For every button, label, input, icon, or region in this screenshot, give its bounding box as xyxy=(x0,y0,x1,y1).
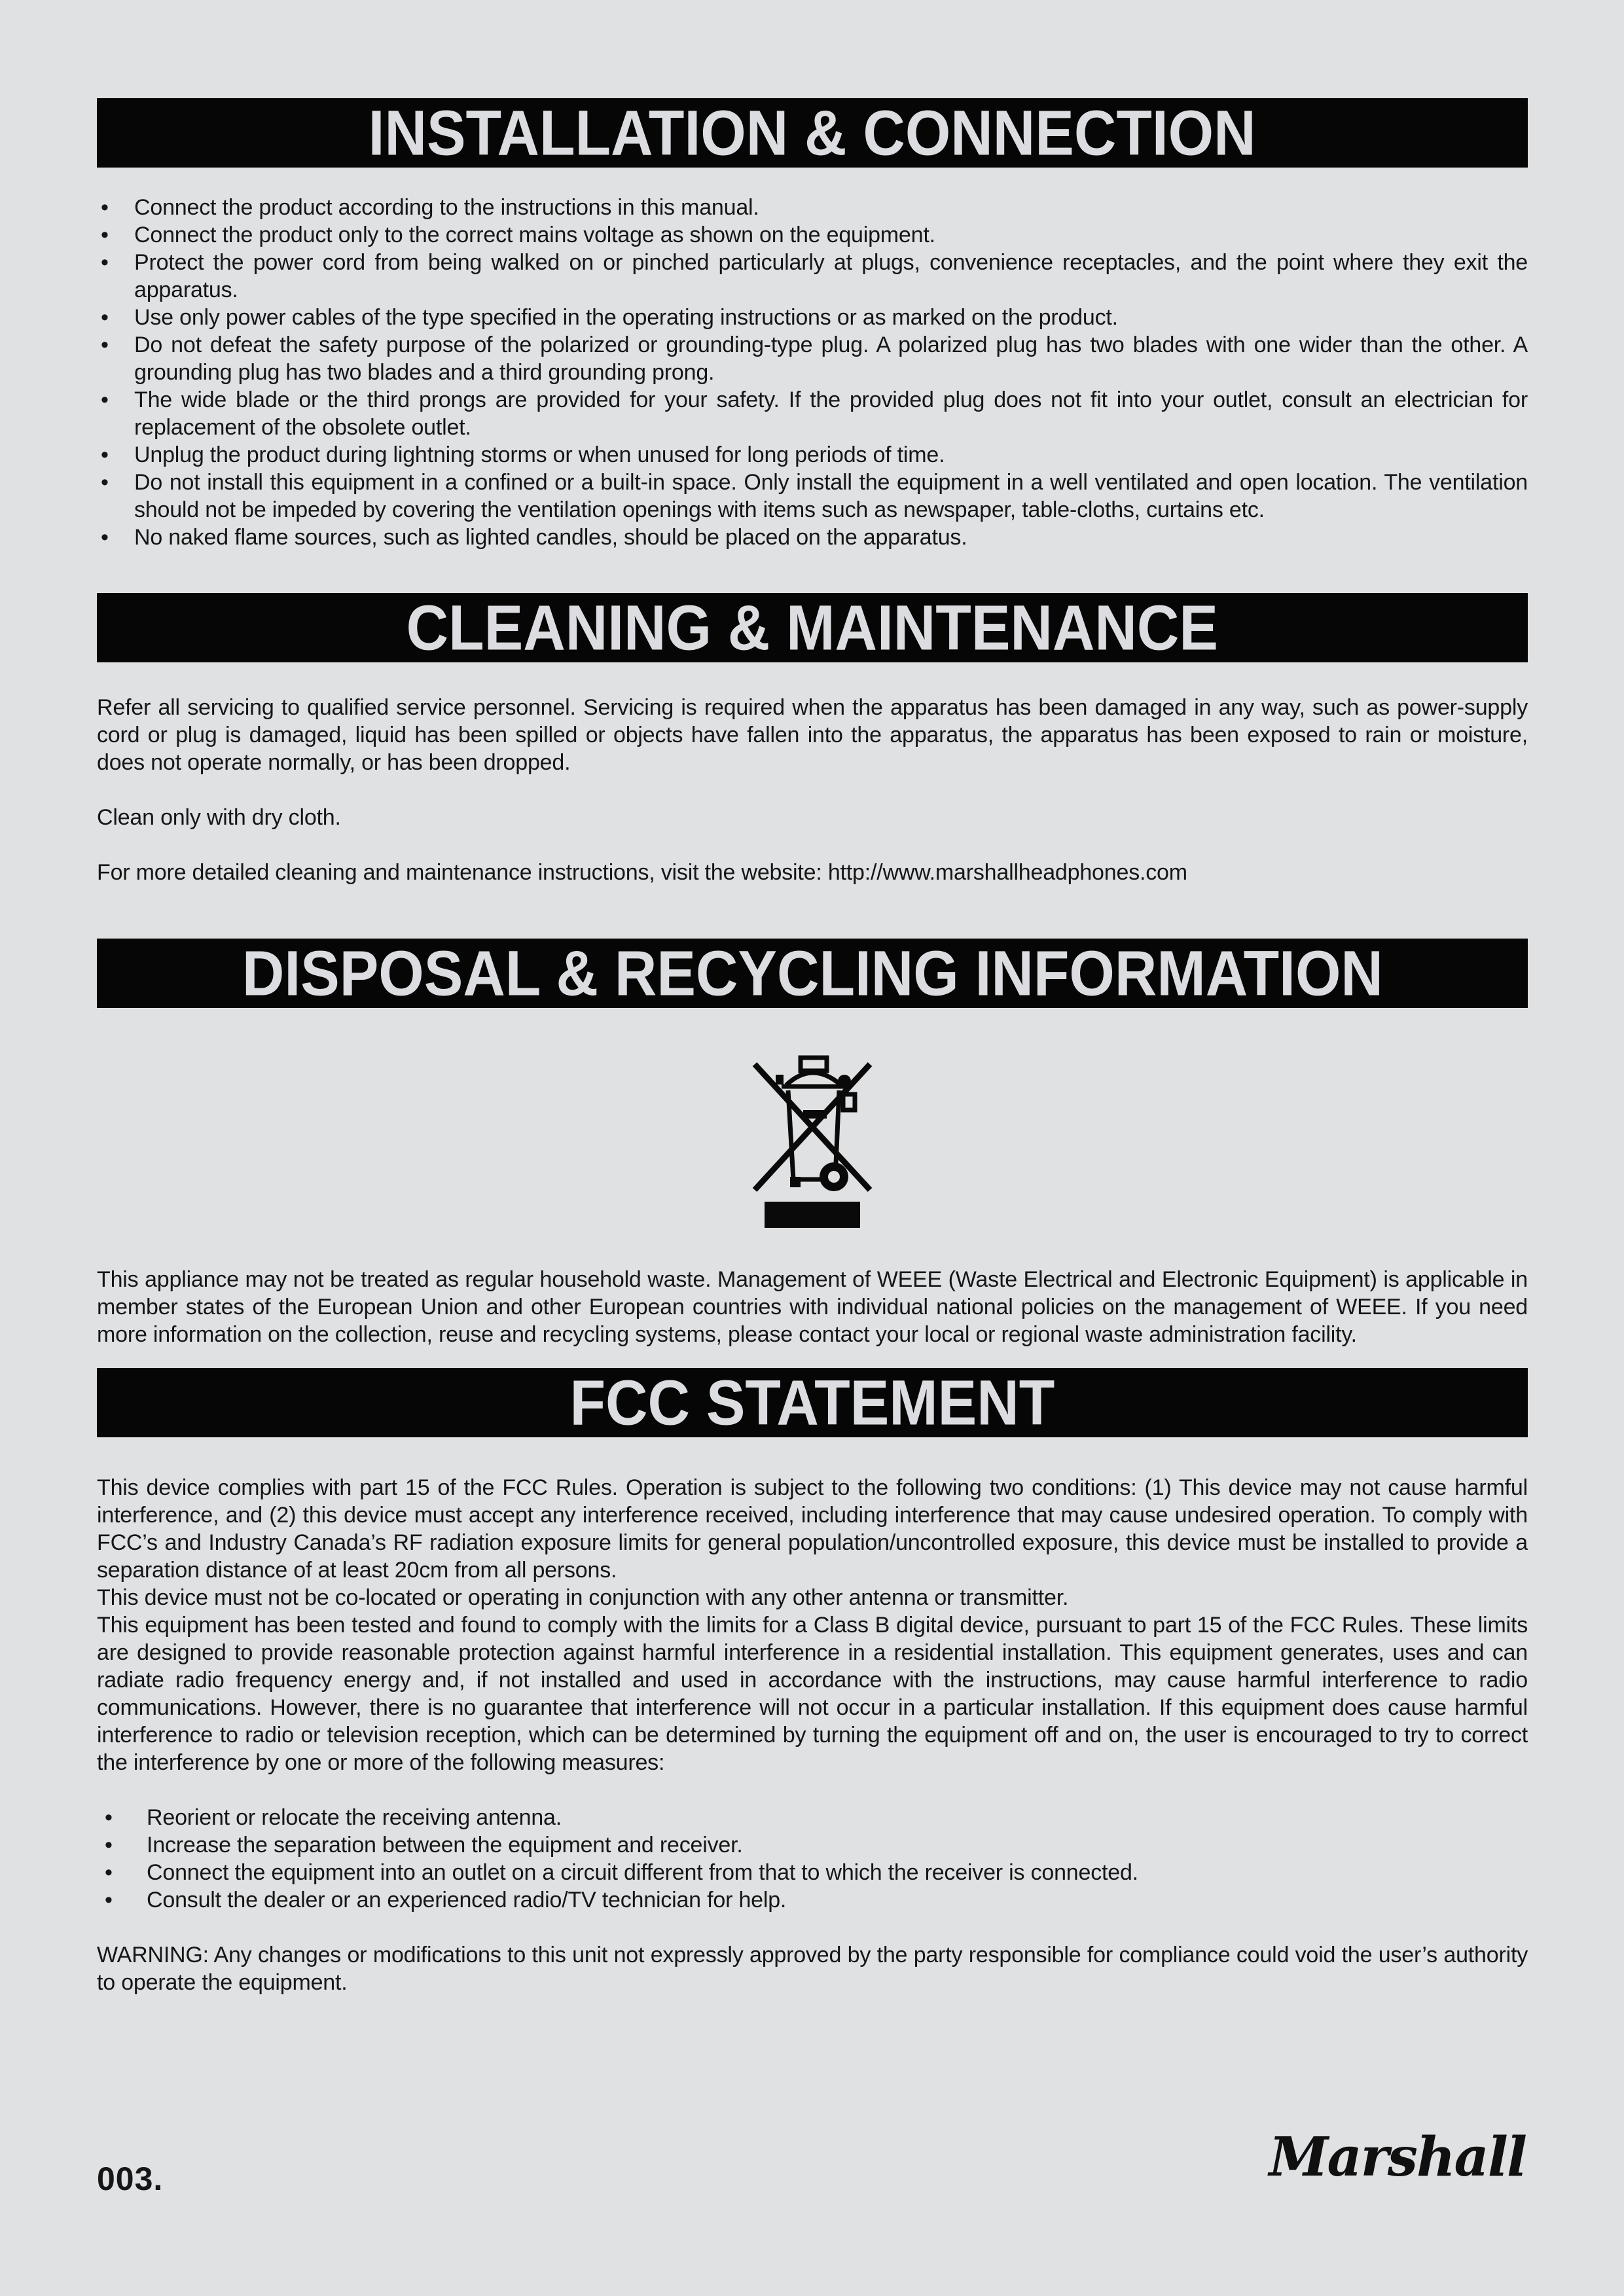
weee-crossed-out-bin-icon xyxy=(747,1051,878,1229)
fcc-paragraph-classb: This equipment has been tested and found to comply with the limits for a Class B digital device, pursuant to part 15 of the FCC Rules. These limits are designed to provide reasonable protection against harmful interference in a residential installation. This equipment generates, uses and can radiate radio frequency energy and, if not installed and used in accordance with the instructions, may cause harmful interference to radio communications. However, there is no guarantee that interference will not occur in a particular installation. If this equipment does cause harmful interference to radio or television reception, which can be determined by turning the equipment off and on, the user is encouraged to try to correct the interference by one or more of the following measures: xyxy=(97,1613,1528,1775)
bullet-item: • No naked flame sources, such as lighted candles, should be placed on the apparatus. xyxy=(97,524,1528,551)
fcc-bullet-list xyxy=(97,1804,1528,1914)
bullet-item: • Increase the separation between the equipment and receiver. xyxy=(97,1831,1528,1859)
installation-bullet-list xyxy=(97,194,1528,551)
fcc-paragraph-colocate: This device must not be co-located or operating in conjunction with any other antenna or transmitter. xyxy=(97,1585,1069,1610)
bullet-item: • Consult the dealer or an experienced radio/TV technician for help. xyxy=(97,1886,1528,1914)
bullet-item: • The wide blade or the third prongs are provided for your safety. If the provided plug does not fit into your outlet, consult an electrician for replacement of the obsolete outlet. xyxy=(97,386,1528,441)
marshall-logo: Marshall xyxy=(1269,2126,1526,2189)
disposal-paragraph: This appliance may not be treated as regular household waste. Management of WEEE (Waste Electrical and Electronic Equipment) is applicable in member states of the European Union and other European countries with individual national policies on the management of WEEE. If you need more information on the collection, reuse and recycling systems, please contact your local or regional waste administration facility. xyxy=(97,1267,1528,1347)
bullet-item: • Connect the product according to the instructions in this manual. xyxy=(97,194,1528,221)
section-title-cleaning: CLEANING & MAINTENANCE xyxy=(406,591,1219,664)
bullet-item: • Protect the power cord from being walked on or pinched particularly at plugs, convenience receptacles, and the point where they exit the apparatus. xyxy=(97,249,1528,304)
section-title-fcc: FCC STATEMENT xyxy=(569,1366,1055,1439)
bullet-item: • Reorient or relocate the receiving antenna. xyxy=(97,1804,1528,1831)
cleaning-paragraph-servicing: Refer all servicing to qualified service personnel. Servicing is required when the apparatus has been damaged in any way, such as power-supply cord or plug is damaged, liquid has been spilled or objects have fallen into the apparatus, the apparatus has been exposed to rain or moisture, does not operate normally, or has been dropped. xyxy=(97,695,1528,775)
bullet-item: • Do not defeat the safety purpose of the polarized or grounding-type plug. A polarized plug has two blades with one wider than the other. A grounding plug has two blades and a third grounding prong. xyxy=(97,331,1528,386)
bullet-item: • Connect the product only to the correct mains voltage as shown on the equipment. xyxy=(97,221,1528,249)
section-header-cleaning xyxy=(97,593,1528,662)
section-title-disposal: DISPOSAL & RECYCLING INFORMATION xyxy=(242,937,1383,1009)
bullet-item: • Do not install this equipment in a confined or a built-in space. Only install the equipment in a well ventilated and open location. The ventilation should not be impeded by covering the ventilation openings with items such as newspaper, table-cloths, curtains etc. xyxy=(97,469,1528,524)
section-title-installation: INSTALLATION & CONNECTION xyxy=(369,96,1256,169)
section-header-installation xyxy=(97,98,1528,168)
bullet-item: • Connect the equipment into an outlet on a circuit different from that to which the receiver is connected. xyxy=(97,1859,1528,1886)
weee-black-bar xyxy=(765,1202,860,1228)
section-header-fcc xyxy=(97,1368,1528,1437)
cleaning-paragraph-website: For more detailed cleaning and maintenance instructions, visit the website: http://www.marshallheadphones.com xyxy=(97,860,1187,885)
bullet-item: • Use only power cables of the type specified in the operating instructions or as marked on the product. xyxy=(97,304,1528,331)
cleaning-paragraph-dry-cloth: Clean only with dry cloth. xyxy=(97,805,341,830)
fcc-paragraph-compliance: This device complies with part 15 of the FCC Rules. Operation is subject to the following two conditions: (1) This device may not cause harmful interference, and (2) this device must accept any interference received, including interference that may cause undesired operation. To comply with FCC’s and Industry Canada’s RF radiation exposure limits for general population/uncontrolled exposure, this device must be installed to provide a separation distance of at least 20cm from all persons. xyxy=(97,1475,1528,1583)
fcc-warning-paragraph: WARNING: Any changes or modifications to this unit not expressly approved by the party responsible for compliance could void the user’s authority to operate the equipment. xyxy=(97,1943,1528,1995)
section-header-disposal xyxy=(97,939,1528,1008)
bullet-item: • Unplug the product during lightning storms or when unused for long periods of time. xyxy=(97,441,1528,469)
page-number: 003. xyxy=(97,2161,164,2197)
weee-icon-container xyxy=(97,1051,1528,1229)
